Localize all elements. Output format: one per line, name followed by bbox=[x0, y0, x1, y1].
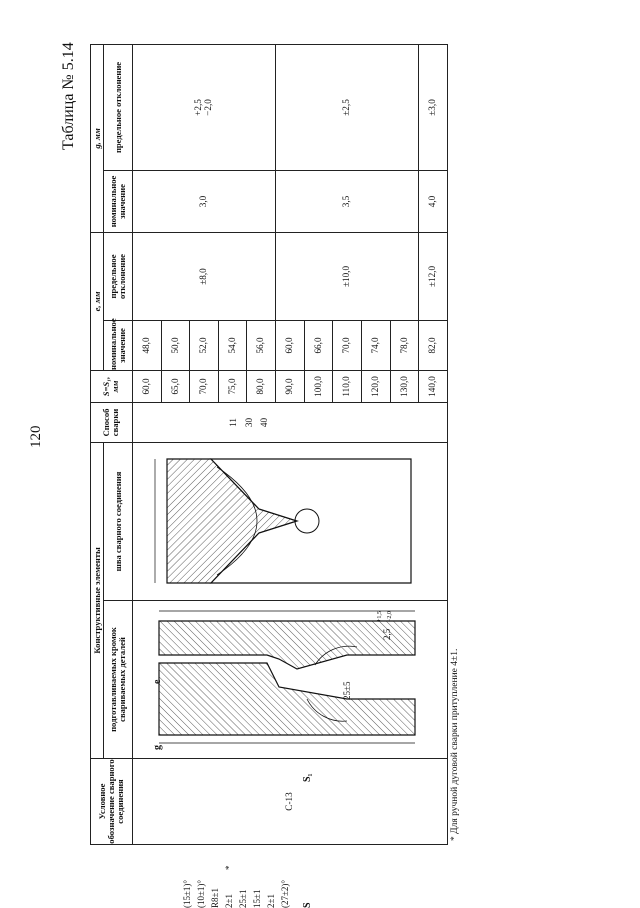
g-deviation-3: ±3,0 bbox=[419, 44, 448, 170]
rotated-table-area bbox=[90, 45, 465, 908]
e-value: 60,0 bbox=[276, 320, 305, 370]
s-value: 70,0 bbox=[190, 370, 219, 402]
land-label: 2±1 bbox=[224, 894, 235, 908]
weld-seam-header: шва сварного соединения bbox=[104, 442, 133, 600]
header-row-2 bbox=[104, 44, 118, 844]
e-value: 66,0 bbox=[304, 320, 333, 370]
method-30: 30 bbox=[243, 417, 254, 428]
s-value: 60,0 bbox=[132, 370, 161, 402]
s-value: 75,0 bbox=[218, 370, 247, 402]
root-reinf-tol-bottom: −2,0 bbox=[387, 611, 394, 622]
s-value: 90,0 bbox=[276, 370, 305, 402]
s-value: 110,0 bbox=[333, 370, 362, 402]
structural-elements-header: Конструктивные элементы bbox=[91, 442, 104, 758]
e-deviation-2: ±10,0 bbox=[276, 232, 419, 320]
table-row bbox=[132, 44, 161, 844]
e-value: 70,0 bbox=[333, 320, 362, 370]
s-value: 120,0 bbox=[362, 370, 391, 402]
radius-label: R8±1 bbox=[210, 888, 221, 908]
e-value: 50,0 bbox=[161, 320, 190, 370]
e-value: 56,0 bbox=[247, 320, 276, 370]
land-star: * bbox=[224, 865, 235, 870]
s-value: 100,0 bbox=[304, 370, 333, 402]
edge-prep-drawing bbox=[147, 602, 431, 758]
e-nominal-header: номинальное значение bbox=[104, 320, 133, 370]
e-value: 82,0 bbox=[419, 320, 448, 370]
method-header: Способ сварки bbox=[91, 402, 133, 442]
prepared-edges-header: подготавливаемых кромок свариваемых деталей bbox=[104, 601, 133, 759]
thickness-header: S=S₁, мм bbox=[91, 370, 133, 402]
right-plate-shape bbox=[159, 622, 415, 670]
method-11: 11 bbox=[227, 418, 238, 427]
g-nominal-header: номинальное значение bbox=[104, 170, 133, 232]
g-nominal-1: 3,0 bbox=[132, 170, 275, 232]
e-header: e, мм bbox=[91, 232, 104, 370]
g-deviation-1 bbox=[132, 44, 275, 170]
weld-seam-drawing bbox=[147, 444, 431, 600]
e-value: 52,0 bbox=[190, 320, 219, 370]
e-value: 54,0 bbox=[218, 320, 247, 370]
angle-inner-label: (10±1)° bbox=[196, 879, 207, 908]
e-label: e bbox=[152, 679, 164, 684]
s1-label: S₁ bbox=[302, 773, 314, 782]
g-nominal-2: 3,5 bbox=[276, 170, 419, 232]
angle-outer-label: (15±1)° bbox=[182, 879, 193, 908]
left-plate-shape bbox=[159, 664, 415, 736]
footnote: * Для ручной дуговой сварки притупление 4±1. bbox=[450, 648, 460, 841]
g-deviation-1-top: +2,5 bbox=[193, 99, 204, 116]
g-deviation-2: ±2,5 bbox=[276, 44, 419, 170]
s-label: S bbox=[302, 902, 314, 908]
s-value: 130,0 bbox=[390, 370, 419, 402]
g-label: g bbox=[152, 745, 164, 750]
g-header: g, мм bbox=[91, 44, 104, 232]
e-deviation-1: ±8,0 bbox=[132, 232, 275, 320]
root-reinf-tol-top: +1,5 bbox=[377, 611, 384, 622]
method-40: 40 bbox=[259, 417, 270, 428]
seam-drawing-cell bbox=[132, 442, 447, 750]
e-value: 78,0 bbox=[390, 320, 419, 370]
root-width-label: 25±5 bbox=[342, 681, 353, 700]
e-value: 74,0 bbox=[362, 320, 391, 370]
header-row-1 bbox=[91, 44, 104, 844]
step-small-label: 2±1 bbox=[266, 894, 277, 908]
g-deviation-1-bottom: −2,0 bbox=[203, 99, 214, 116]
s-value: 80,0 bbox=[247, 370, 276, 402]
spec-table bbox=[90, 44, 448, 908]
root-reinf-label: 2,5 bbox=[382, 628, 393, 640]
angle-bottom-label: (27±2)° bbox=[280, 879, 291, 908]
joint-code: С-13 bbox=[132, 759, 447, 845]
step1-label: 25±1 bbox=[238, 889, 249, 908]
s-value: 140,0 bbox=[419, 370, 448, 402]
e-deviation-3: ±12,0 bbox=[419, 232, 448, 320]
designation-header: Условное обозначение сварного соединения bbox=[91, 759, 133, 845]
table-title: Таблица № 5.14 bbox=[60, 42, 77, 150]
e-deviation-header: предельное отклонение bbox=[104, 232, 133, 320]
s-value: 65,0 bbox=[161, 370, 190, 402]
g-deviation-header: предельное отклонение bbox=[104, 44, 133, 170]
step2-label: 15±1 bbox=[252, 889, 263, 908]
methods-cell bbox=[132, 402, 447, 442]
page-number: 120 bbox=[28, 425, 44, 448]
g-nominal-3: 4,0 bbox=[419, 170, 448, 232]
e-value: 48,0 bbox=[132, 320, 161, 370]
